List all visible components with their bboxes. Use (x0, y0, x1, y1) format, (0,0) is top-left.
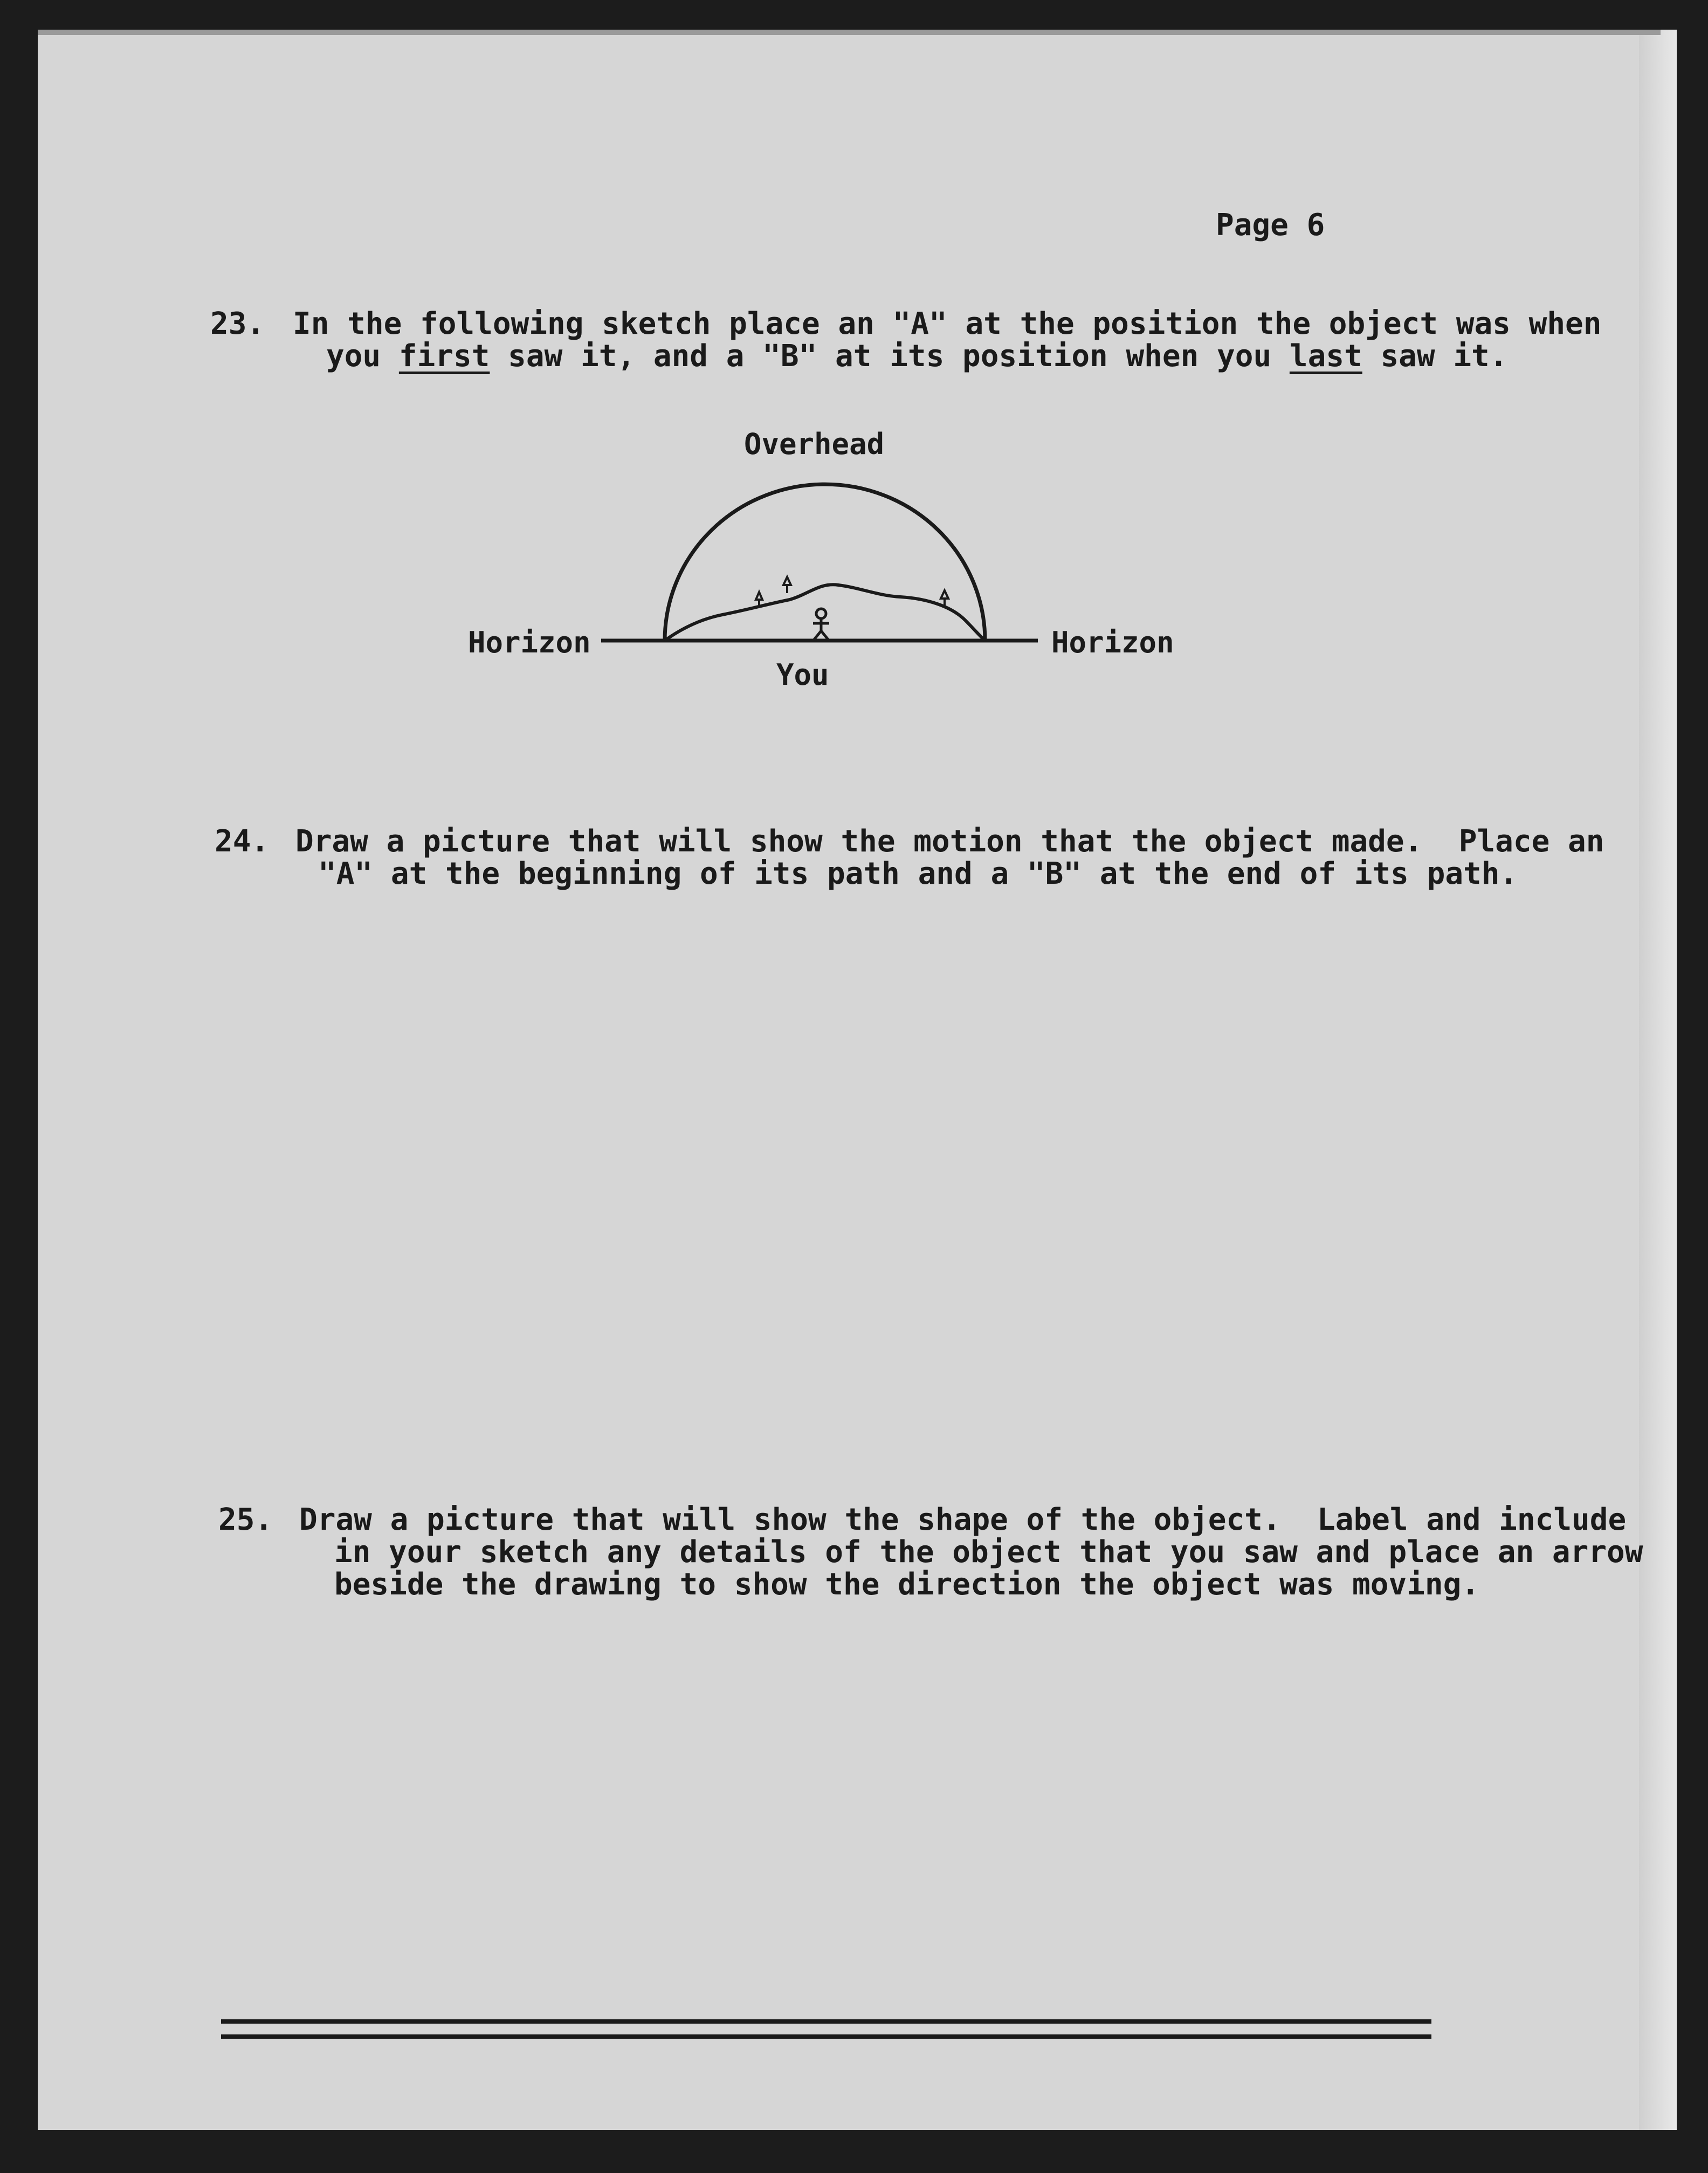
question-24-number: 24. (215, 824, 270, 859)
question-25-line-2: in your sketch any details of the object that you saw and place an arrow (334, 1535, 1643, 1570)
sky-dome-sketch (588, 475, 1051, 652)
page-top-edge (38, 30, 1661, 35)
bottom-rule-lower (221, 2034, 1431, 2039)
question-24-line-2: "A" at the beginning of its path and a "B" at the end of its path. (318, 856, 1518, 891)
tree-icon (783, 577, 791, 593)
sketch-overhead-label: Overhead (744, 427, 885, 461)
emphasis-first: first (398, 339, 490, 374)
question-24-line-1: Draw a picture that will show the motion that the object made. Place an (295, 824, 1604, 859)
bottom-rule-upper (221, 2019, 1431, 2024)
page-edge-shadow (1639, 30, 1677, 2130)
sketch-you-label: You (776, 658, 829, 692)
question-23-line-2: you first saw it, and a "B" at its position when you last saw it. (326, 339, 1508, 374)
question-23-line-1: In the following sketch place an "A" at the position the object was when (293, 306, 1602, 341)
question-25-line-1: Draw a picture that will show the shape of the object. Label and include (299, 1502, 1627, 1537)
question-25-line-3: beside the drawing to show the direction the object was moving. (334, 1567, 1480, 1602)
sketch-horizon-right-label: Horizon (1051, 625, 1174, 659)
emphasis-last: last (1289, 339, 1362, 374)
sketch-horizon-left-label: Horizon (468, 625, 591, 659)
stick-figure-icon (813, 609, 829, 639)
page-number: Page 6 (1216, 208, 1325, 243)
question-25-number: 25. (218, 1502, 273, 1537)
question-23-number: 23. (210, 306, 265, 341)
